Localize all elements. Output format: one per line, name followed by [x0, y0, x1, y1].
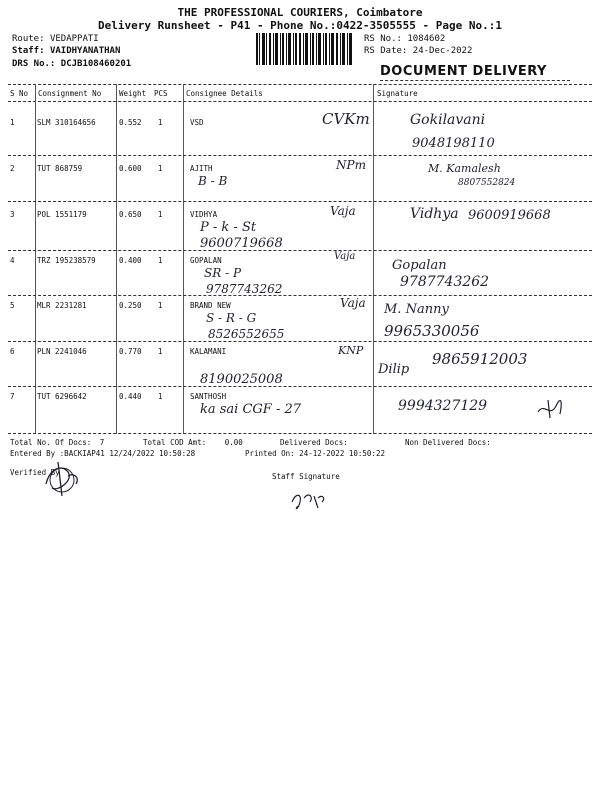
row-consignee: VIDHYA — [190, 210, 218, 219]
row-pcs: 1 — [158, 164, 163, 173]
row-sno: 2 — [10, 164, 15, 173]
entered-by: Entered By :BACKIAP41 12/24/2022 10:50:28 — [10, 449, 196, 458]
row-sno: 3 — [10, 210, 15, 219]
row-signature-phone: 8807552824 — [458, 178, 516, 188]
staff-value: VAIDHYANATHAN — [49, 46, 121, 56]
col-divider — [373, 84, 374, 434]
table-top-rule — [8, 84, 592, 85]
rs-no-line — [364, 34, 445, 44]
row-sno: 6 — [10, 347, 15, 356]
row-signature-name: M. Nanny — [384, 302, 449, 317]
col-header-sno: S No — [10, 89, 29, 98]
row-weight: 0.770 — [119, 347, 142, 356]
row-pcs: 1 — [158, 392, 163, 401]
row-phone-note: 8526552655 — [208, 327, 285, 341]
row-pcs: 1 — [158, 301, 163, 310]
company-title: THE PROFESSIONAL COURIERS, Coimbatore — [177, 6, 423, 19]
row-weight: 0.250 — [119, 301, 142, 310]
row-consignee: AJITH — [190, 164, 213, 173]
row-area-note: Vaja — [330, 204, 356, 218]
row-consignment: TUT 868759 — [37, 164, 83, 173]
row-signature-phone: 9787743262 — [400, 274, 490, 290]
col-header-pcs: PCS — [154, 89, 168, 98]
row-address-note: ka sai CGF - 27 — [200, 402, 302, 417]
row-weight: 0.650 — [119, 210, 142, 219]
row-pcs: 1 — [158, 347, 163, 356]
staff-signature-label: Staff Signature — [272, 472, 340, 481]
row-consignee: KALAMANI — [190, 347, 227, 356]
verified-signature — [40, 458, 84, 498]
row-rule — [8, 250, 592, 251]
row-address-note: P - k - St — [200, 220, 257, 235]
col-header-weight: Weight — [119, 89, 147, 98]
stamp-underline — [380, 80, 570, 81]
col-divider — [183, 84, 184, 434]
row-sno: 4 — [10, 256, 15, 265]
row-rule — [8, 341, 592, 342]
staff-label: Staff: — [12, 46, 45, 56]
total-docs-value: 7 — [99, 438, 105, 447]
row-weight: 0.600 — [119, 164, 142, 173]
row-rule — [8, 201, 592, 202]
row-pcs: 1 — [158, 256, 163, 265]
row-rule — [8, 386, 592, 387]
table-header-rule — [8, 101, 592, 102]
row-address-note: S - R - G — [206, 311, 257, 325]
row-consignee: VSD — [190, 118, 204, 127]
col-header-signature: Signature — [377, 89, 418, 98]
rs-no-value: 1084602 — [407, 34, 446, 44]
row-pcs: 1 — [158, 118, 163, 127]
row-sno: 1 — [10, 118, 15, 127]
non-delivered-docs: Non Delivered Docs: — [405, 438, 491, 447]
printed-on: Printed On: 24-12-2022 10:50:22 — [245, 449, 385, 458]
row-pcs: 1 — [158, 210, 163, 219]
row-weight: 0.440 — [119, 392, 142, 401]
row-address-note: SR - P — [204, 266, 242, 280]
row-consignment: TRZ 195238579 — [37, 256, 96, 265]
row-address-note: B - B — [198, 174, 228, 188]
row-consignee: BRAND NEW — [190, 301, 231, 310]
row-area-note: KNP — [338, 344, 364, 357]
row-signature-name: Vidhya — [410, 206, 459, 222]
row-rule — [8, 295, 592, 296]
row-signature-phone: 9865912003 — [432, 350, 528, 368]
row-phone-note: 9787743262 — [206, 282, 283, 296]
row-weight: 0.400 — [119, 256, 142, 265]
rs-date-value: 24-Dec-2022 — [412, 46, 473, 56]
route-line — [12, 34, 99, 44]
rs-date-label: RS Date: — [364, 46, 408, 56]
row-consignment: PLN 2241046 — [37, 347, 87, 356]
row-signature-phone: 9600919668 — [468, 208, 551, 223]
row-signature-name: Gokilavani — [410, 112, 486, 128]
route-label: Route: — [12, 34, 45, 44]
row-area-note: Vaja — [334, 251, 356, 262]
drs-value: DCJB108460201 — [60, 59, 132, 69]
route-value: VEDAPPATI — [49, 34, 99, 44]
row-sno: 5 — [10, 301, 15, 310]
row-signature-name: M. Kamalesh — [428, 162, 501, 175]
row-area-note: Vaja — [340, 296, 366, 310]
total-cod — [143, 438, 243, 447]
row-signature-phone: 9994327129 — [398, 398, 488, 414]
signature-scribble — [536, 398, 564, 420]
col-header-consignee: Consignee Details — [186, 89, 263, 98]
row-consignment: MLR 2231281 — [37, 301, 87, 310]
row-phone-note: 9600719668 — [200, 236, 283, 251]
col-divider — [116, 84, 117, 434]
total-docs-label: Total No. Of Docs: — [10, 438, 92, 447]
rs-no-label: RS No.: — [364, 34, 402, 44]
runsheet-subtitle: Delivery Runsheet - P41 - Phone No.:0422-3505555 - Page No.:1 — [98, 19, 502, 32]
total-docs — [10, 438, 104, 447]
row-area-note: NPm — [336, 158, 366, 172]
rs-date-line — [364, 46, 472, 56]
drs-line — [12, 59, 131, 69]
row-consignment: POL 1551179 — [37, 210, 87, 219]
staff-signature — [288, 488, 328, 512]
row-area-note: CVKm — [322, 110, 370, 128]
staff-line — [12, 46, 120, 56]
table-bottom-rule — [8, 433, 592, 434]
row-rule — [8, 155, 592, 156]
row-phone-note: 8190025008 — [200, 372, 283, 387]
barcode-image — [256, 33, 352, 65]
drs-label: DRS No.: — [12, 59, 56, 69]
row-signature-phone: 9048198110 — [412, 136, 495, 151]
total-cod-value: 0.00 — [224, 438, 243, 447]
row-consignee: SANTHOSH — [190, 392, 227, 401]
delivered-docs: Delivered Docs: — [280, 438, 348, 447]
row-consignment: TUT 6296642 — [37, 392, 87, 401]
row-consignee: GOPALAN — [190, 256, 222, 265]
row-signature-name: Gopalan — [392, 258, 447, 273]
row-weight: 0.552 — [119, 118, 142, 127]
col-divider — [35, 84, 36, 434]
verified-by-label: Verified By — [10, 468, 60, 477]
row-signature-name: Dilip — [378, 362, 410, 377]
document-delivery-stamp: DOCUMENT DELIVERY — [380, 64, 547, 79]
row-consignment: SLM 310164656 — [37, 118, 96, 127]
total-cod-label: Total COD Amt: — [143, 438, 207, 447]
col-header-consignment: Consignment No — [38, 89, 102, 98]
row-signature-phone: 9965330056 — [384, 322, 480, 340]
row-sno: 7 — [10, 392, 15, 401]
